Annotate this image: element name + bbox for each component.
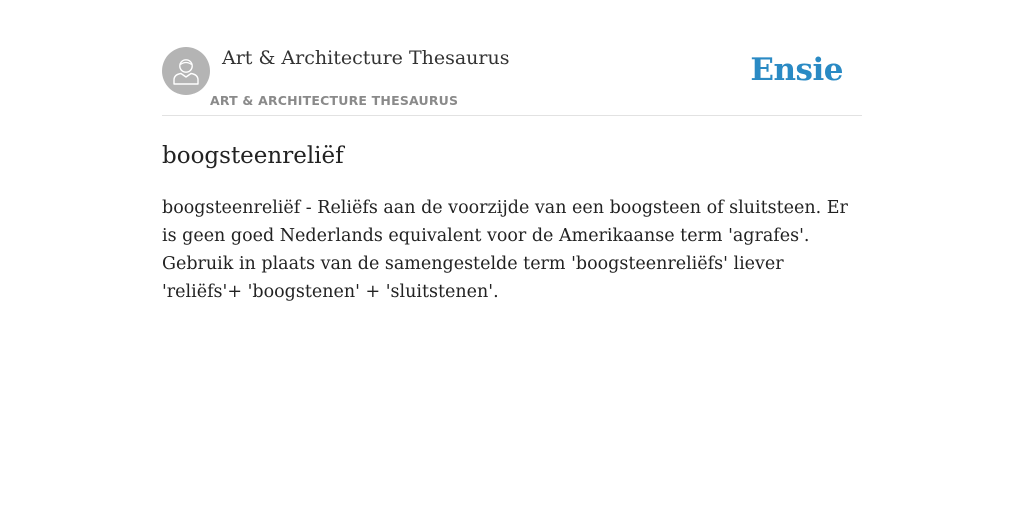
page-title: boogsteenreliëf <box>162 143 344 169</box>
page <box>162 0 862 306</box>
avatar[interactable] <box>162 47 210 95</box>
user-icon <box>171 56 201 86</box>
author-subtitle[interactable]: ART & ARCHITECTURE THESAURUS <box>210 93 459 108</box>
header <box>162 46 862 116</box>
author-name[interactable]: Art & Architecture Thesaurus <box>222 47 510 69</box>
brand-logo[interactable]: Ensie <box>750 52 843 88</box>
definition-text: boogsteenreliëf - Reliëfs aan de voorzijde van een boogsteen of sluitsteen. Er is geen goed Nederlands equivalent voor de Amerikaanse term 'agrafes'. Gebruik in plaats van de samengestelde term 'boogsteenreliëfs' liever 'reliëfs'+ 'boogstenen' + 'sluitstenen'. <box>162 198 848 302</box>
